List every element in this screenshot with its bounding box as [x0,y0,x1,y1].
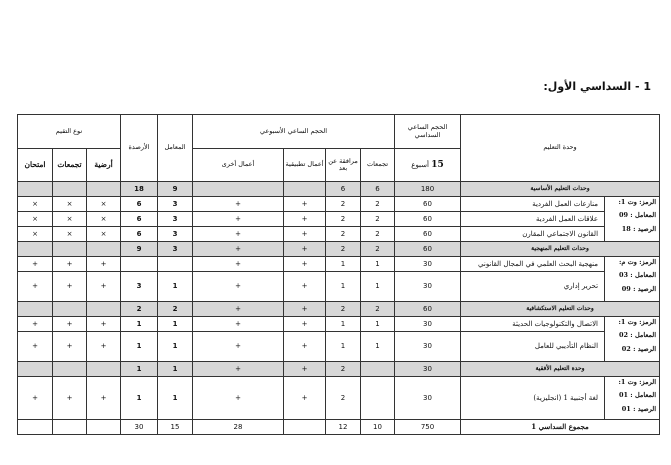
unit-code-block [605,317,660,362]
subject-eval-platform: × [87,227,121,242]
subject-hours: 30 [395,257,461,272]
total-hours: 750 [395,420,461,435]
total-remote: 12 [326,420,361,435]
unit-coef-part: المعامل [634,331,657,340]
subject-other: + [193,332,284,362]
group-label: وحدة التعليم الأفقية [461,362,660,377]
subject-eval-gatherings: × [53,212,87,227]
header-other: أعمال أخرى [193,149,284,182]
subject-eval-platform: + [87,317,121,332]
subject-hours: 30 [395,332,461,362]
subject-name: النظام التأديبي للعامل [461,332,605,362]
subject-eval-platform: + [87,332,121,362]
subject-hours: 30 [395,317,461,332]
table-row [18,332,660,362]
table-row [18,227,660,242]
subject-lectures: 1 [361,317,395,332]
unit-coef-part: 01 [618,391,628,400]
group-label: وحدات التعليم المنهجية [461,242,660,257]
subject-name: القانون الاجتماعي المقارن [461,227,605,242]
group-lectures: 6 [361,182,395,197]
subject-applied: + [284,227,326,242]
unit-coef-part: المعامل [634,211,657,220]
unit-credit-part: الرصيد [637,224,657,233]
subject-eval-gatherings: + [53,317,87,332]
total-coefficient: 15 [158,420,193,435]
header-remote: مرافقة عن بعد [326,149,361,182]
unit-code: الرمز: وت م: [618,258,657,266]
group-eval-exam [18,362,53,377]
header-weeks-label: أسبوع [411,160,429,169]
subject-remote: 2 [326,227,361,242]
header-semester-hours: الحجم الساعي السداسي [395,115,461,149]
subject-lectures [361,377,395,420]
unit-code-part: 1 [620,318,626,326]
subject-remote: 2 [326,197,361,212]
unit-coef: المعامل : 01 [618,391,657,400]
group-row [18,242,660,257]
header-weekly-hours: الحجم الساعي الأسبوعي [193,115,395,149]
semester-heading: 1 - السداسي الأول: [543,80,651,93]
subject-hours: 60 [395,212,461,227]
subject-remote: 2 [326,212,361,227]
subject-hours: 30 [395,377,461,420]
unit-credit-part: 01 [621,404,631,413]
group-eval-platform [87,242,121,257]
group-eval-exam [18,182,53,197]
group-lectures: 2 [361,242,395,257]
group-other: + [193,302,284,317]
table-row [18,272,660,302]
subject-coefficient: 1 [158,272,193,302]
group-eval-exam [18,302,53,317]
subject-lectures: 1 [361,257,395,272]
subject-coefficient: 1 [158,332,193,362]
total-applied [284,420,326,435]
unit-code-part: الرمز: وت [627,198,657,206]
subject-credits: 3 [121,272,158,302]
subject-other: + [193,257,284,272]
subject-credits: 1 [121,332,158,362]
header-credits: الأرصدة [121,115,158,182]
unit-credit: الرصيد : 18 [621,224,657,233]
group-coefficient: 2 [158,302,193,317]
unit-code-part: الرمز: وت [627,258,657,266]
group-label: وحدات التعليم الأساسية [461,182,660,197]
group-eval-exam [18,242,53,257]
table-row [18,212,660,227]
unit-code-block [605,197,660,242]
unit-coef-part: 03 [618,271,628,280]
unit-credit-part: 09 [621,284,631,293]
subject-lectures: 1 [361,272,395,302]
subject-eval-platform: × [87,212,121,227]
subject-coefficient: 3 [158,212,193,227]
group-other: + [193,362,284,377]
unit-code-part: الرمز: وت [627,378,657,386]
group-eval-platform [87,302,121,317]
subject-eval-exam: + [18,272,53,302]
subject-eval-exam: × [18,227,53,242]
table-row [18,377,660,420]
group-eval-gatherings [53,302,87,317]
group-eval-platform [87,362,121,377]
unit-credit: الرصيد : 09 [621,284,657,293]
group-hours: 180 [395,182,461,197]
subject-eval-gatherings: × [53,227,87,242]
subject-eval-gatherings: + [53,332,87,362]
total-eval-exam [18,420,53,435]
unit-coef: المعامل : 09 [618,211,657,220]
total-label: مجموع السداسي 1 [461,420,660,435]
group-row [18,362,660,377]
group-lectures: 2 [361,302,395,317]
total-eval-gatherings [53,420,87,435]
subject-eval-exam: + [18,257,53,272]
subject-applied: + [284,317,326,332]
subject-credits: 1 [121,317,158,332]
subject-applied: + [284,272,326,302]
group-credits: 2 [121,302,158,317]
header-coefficient: المعامل [158,115,193,182]
group-eval-gatherings [53,242,87,257]
subject-coefficient: 3 [158,197,193,212]
group-coefficient: 3 [158,242,193,257]
subject-eval-exam: + [18,317,53,332]
header-gatherings: تجمعات [53,149,87,182]
group-lectures [361,362,395,377]
unit-code: الرمز: وت 1: [618,378,657,386]
group-applied: + [284,362,326,377]
subject-credits: 6 [121,212,158,227]
group-applied [284,182,326,197]
unit-code-part: م [621,258,626,266]
table-row [18,257,660,272]
subject-lectures: 2 [361,212,395,227]
header-applied: أعمال تطبيقية [284,149,326,182]
header-weeks [395,149,461,182]
unit-coef-part: المعامل [634,391,657,400]
subject-eval-gatherings: × [53,197,87,212]
subject-applied: + [284,377,326,420]
group-coefficient: 1 [158,362,193,377]
unit-credit-part: الرصيد [637,344,657,353]
subject-coefficient [158,257,193,272]
subject-coefficient: 3 [158,227,193,242]
group-hours: 60 [395,302,461,317]
group-hours: 60 [395,242,461,257]
subject-eval-exam: × [18,212,53,227]
subject-applied: + [284,257,326,272]
group-hours: 30 [395,362,461,377]
subject-remote: 1 [326,317,361,332]
group-row [18,302,660,317]
subject-hours: 30 [395,272,461,302]
unit-code-part: 1 [620,198,626,206]
subject-eval-gatherings: + [53,377,87,420]
subject-lectures: 2 [361,227,395,242]
subject-hours: 60 [395,197,461,212]
total-eval-platform [87,420,121,435]
subject-other: + [193,212,284,227]
unit-credit: الرصيد : 02 [621,344,657,353]
subject-name: علاقات العمل الفردية [461,212,605,227]
subject-name: منهجية البحث العلمي في المجال القانوني [461,257,605,272]
subject-remote: 1 [326,257,361,272]
subject-credits: 6 [121,197,158,212]
subject-applied: + [284,212,326,227]
unit-code-part: 1 [620,378,626,386]
subject-credits: 1 [121,377,158,420]
header-eval-type: نوع التقيم [18,115,121,149]
group-applied: + [284,242,326,257]
header-platform: أرضية [87,149,121,182]
subject-eval-platform: × [87,197,121,212]
semester-table [17,114,660,435]
subject-eval-platform: + [87,272,121,302]
total-row [18,420,660,435]
subject-eval-gatherings: + [53,272,87,302]
subject-name: الاتصال والتكنولوجيات الحديثة [461,317,605,332]
subject-applied: + [284,332,326,362]
subject-eval-exam: + [18,332,53,362]
subject-eval-exam: × [18,197,53,212]
group-row [18,182,660,197]
subject-name: تحرير إداري [461,272,605,302]
group-eval-gatherings [53,362,87,377]
total-credits: 30 [121,420,158,435]
group-remote: 2 [326,302,361,317]
unit-code-block [605,377,660,420]
subject-other: + [193,317,284,332]
subject-eval-exam: + [18,377,53,420]
subject-applied: + [284,197,326,212]
header-unit: وحدة التعليم [461,115,660,182]
header-lectures: تجمعات [361,149,395,182]
table-row [18,197,660,212]
subject-eval-gatherings: + [53,257,87,272]
subject-eval-platform: + [87,257,121,272]
subject-other: + [193,227,284,242]
group-label: وحدات التعليم الاستكشافية [461,302,660,317]
group-eval-gatherings [53,182,87,197]
subject-coefficient: 1 [158,317,193,332]
group-applied: + [284,302,326,317]
group-credits: 9 [121,242,158,257]
group-remote: 6 [326,182,361,197]
subject-name: منازعات العمل الفردية [461,197,605,212]
unit-credit: الرصيد : 01 [621,404,657,413]
group-other [193,182,284,197]
unit-code-part: الرمز: وت [627,318,657,326]
unit-credit-part: الرصيد [637,284,657,293]
unit-coef-part: 09 [618,211,628,220]
group-credits: 1 [121,362,158,377]
subject-eval-platform: + [87,377,121,420]
subject-remote: 2 [326,377,361,420]
unit-coef: المعامل : 03 [618,271,657,280]
unit-credit-part: الرصيد [637,404,657,413]
group-remote: 2 [326,362,361,377]
group-coefficient: 9 [158,182,193,197]
unit-credit-part: 18 [621,224,631,233]
header-exam: امتحان [18,149,53,182]
unit-coef-part: المعامل [634,271,657,280]
group-other: + [193,242,284,257]
group-eval-platform [87,182,121,197]
subject-name: لغة أجنبية 1 (انجليزية) [461,377,605,420]
subject-other: + [193,272,284,302]
subject-coefficient: 1 [158,377,193,420]
total-lectures: 10 [361,420,395,435]
unit-code: الرمز: وت 1: [618,198,657,206]
subject-lectures: 1 [361,332,395,362]
total-other: 28 [193,420,284,435]
subject-remote: 1 [326,272,361,302]
subject-other: + [193,197,284,212]
subject-credits: 6 [121,227,158,242]
subject-lectures: 2 [361,197,395,212]
group-remote: 2 [326,242,361,257]
unit-coef: المعامل : 02 [618,331,657,340]
subject-remote: 1 [326,332,361,362]
table-row [18,317,660,332]
unit-coef-part: 02 [618,331,628,340]
unit-code: الرمز: وت 1: [618,318,657,326]
subject-other: + [193,377,284,420]
header-weeks-number: 15 [431,159,444,170]
group-credits: 18 [121,182,158,197]
unit-code-block [605,257,660,302]
subject-credits [121,257,158,272]
subject-hours: 60 [395,227,461,242]
unit-credit-part: 02 [621,344,631,353]
